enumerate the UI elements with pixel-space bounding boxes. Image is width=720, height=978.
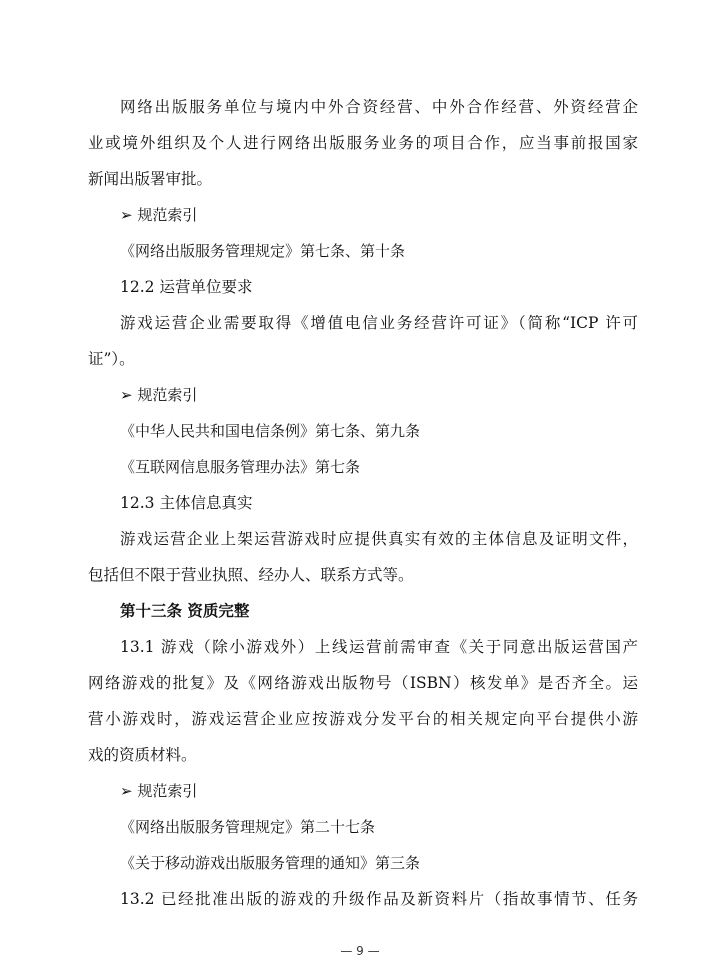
reference-item: 《网络出版服务管理规定》第七条、第十条 [120, 242, 406, 260]
reference-item: 《网络出版服务管理规定》第二十七条 [120, 818, 376, 836]
paragraph-line: 业或境外组织及个人进行网络出版服务业务的项目合作，应当事前报国家 [88, 134, 638, 152]
reference-item: 《关于移动游戏出版服务管理的通知》第三条 [120, 854, 421, 872]
paragraph-line: 营小游戏时，游戏运营企业应按游戏分发平台的相关规定向平台提供小游 [88, 710, 638, 728]
paragraph-line: 游戏运营企业需要取得《增值电信业务经营许可证》（简称“ICP 许可 [120, 314, 638, 332]
paragraph-line: 游戏运营企业上架运营游戏时应提供真实有效的主体信息及证明文件， [120, 530, 638, 548]
paragraph-line: 网络游戏的批复》及《网络游戏出版物号（ISBN）核发单》是否齐全。运 [88, 674, 638, 692]
reference-heading: ➢ 规范索引 [120, 782, 198, 800]
paragraph-line: 13.2 已经批准出版的游戏的升级作品及新资料片（指故事情节、任务 [120, 890, 638, 908]
paragraph-line: 13.1 游戏（除小游戏外）上线运营前需审查《关于同意出版运营国产 [120, 638, 638, 656]
paragraph-line: 证”）。 [88, 350, 135, 368]
reference-heading: ➢ 规范索引 [120, 206, 198, 224]
paragraph-line: 包括但不限于营业执照、经办人、联系方式等。 [88, 566, 414, 584]
section-heading: 12.3 主体信息真实 [120, 494, 253, 512]
article-title: 第十三条 资质完整 [120, 601, 250, 620]
reference-item: 《互联网信息服务管理办法》第七条 [120, 458, 361, 476]
paragraph-line: 新闻出版署审批。 [88, 170, 213, 188]
paragraph-line: 戏的资质材料。 [88, 746, 197, 764]
reference-item: 《中华人民共和国电信条例》第七条、第九条 [120, 422, 421, 440]
page-number: — 9 — [340, 944, 380, 958]
reference-heading: ➢ 规范索引 [120, 386, 198, 404]
section-heading: 12.2 运营单位要求 [120, 278, 253, 296]
paragraph-line: 网络出版服务单位与境内中外合资经营、中外合作经营、外资经营企 [120, 98, 638, 116]
